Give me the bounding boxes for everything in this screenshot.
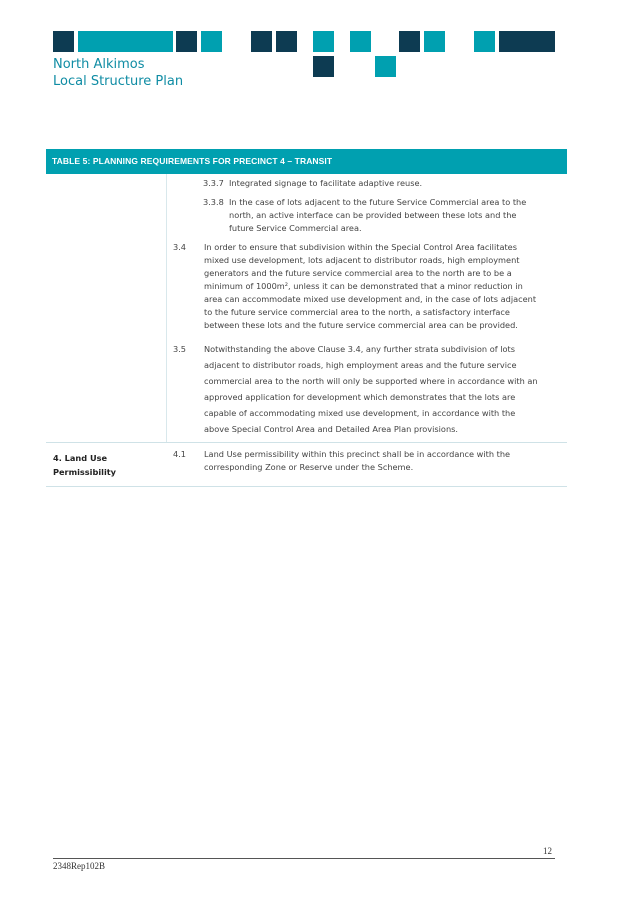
clause-number: 3.3.8 [203, 197, 224, 207]
logo-block [176, 31, 197, 52]
document-title-line2: Local Structure Plan [53, 74, 184, 89]
clause-text: to the future service commercial area to the north, a satisfactory interface [204, 307, 510, 317]
clause-text: above Special Control Area and Detailed Area Plan provisions. [204, 424, 458, 434]
clause-text: capable of accommodating mixed use development, in accordance with the [204, 408, 516, 418]
clause-text: In order to ensure that subdivision within the Special Control Area facilitates [204, 242, 517, 252]
logo-block [53, 31, 74, 52]
clause-text: north, an active interface can be provided between these lots and the [229, 210, 517, 220]
column-divider [166, 174, 167, 442]
clause-text: commercial area to the north will only be supported where in accordance with an [204, 376, 538, 386]
logo-block [375, 56, 396, 77]
clause-text: between these lots and the future service commercial area can be provided. [204, 320, 518, 330]
logo-block [313, 56, 334, 77]
clause-text: adjacent to distributor roads, high employment areas and the future service [204, 360, 517, 370]
clause-text: corresponding Zone or Reserve under the Scheme. [204, 462, 414, 472]
clause-text: In the case of lots adjacent to the future Service Commercial area to the [229, 197, 527, 207]
clause-number: 3.3.7 [203, 178, 224, 188]
section-label: Permissibility [53, 467, 117, 477]
clause-text: approved application for development which demonstrates that the lots are [204, 392, 516, 402]
clause-number: 3.4 [173, 242, 187, 252]
logo-block [201, 31, 222, 52]
logo-block [78, 31, 173, 52]
page-number: 12 [543, 846, 552, 856]
logo-block [474, 31, 495, 52]
clause-number: 4.1 [173, 449, 187, 459]
logo-block [251, 31, 272, 52]
clause-text: Notwithstanding the above Clause 3.4, any further strata subdivision of lots [204, 344, 515, 354]
clause-text: generators and the future service commercial area to the north are to be a [204, 268, 512, 278]
clause-text: mixed use development, lots adjacent to distributor roads, high employment [204, 255, 520, 265]
clause-text: area can accommodate mixed use development and, in the case of lots adjacent [204, 294, 537, 304]
logo-block [424, 31, 445, 52]
logo-block [350, 31, 371, 52]
footer-divider [53, 858, 555, 859]
clause-number: 3.5 [173, 344, 187, 354]
clause-text: Integrated signage to facilitate adaptive reuse. [229, 178, 423, 188]
table-heading: TABLE 5: PLANNING REQUIREMENTS FOR PRECINCT 4 – TRANSIT [46, 149, 567, 174]
clause-text: future Service Commercial area. [229, 223, 362, 233]
section-label: 4. Land Use [53, 453, 108, 463]
logo-block [276, 31, 297, 52]
clause-text: Land Use permissibility within this precinct shall be in accordance with the [204, 449, 511, 459]
logo-block [499, 31, 555, 52]
row-divider [46, 442, 567, 443]
clause-text: minimum of 1000m², unless it can be demonstrated that a minor reduction in [204, 281, 523, 291]
logo-block [399, 31, 420, 52]
document-title-line1: North Alkimos [53, 57, 145, 72]
document-reference: 2348Rep102B [53, 861, 106, 871]
logo-block [313, 31, 334, 52]
row-divider [46, 486, 567, 487]
